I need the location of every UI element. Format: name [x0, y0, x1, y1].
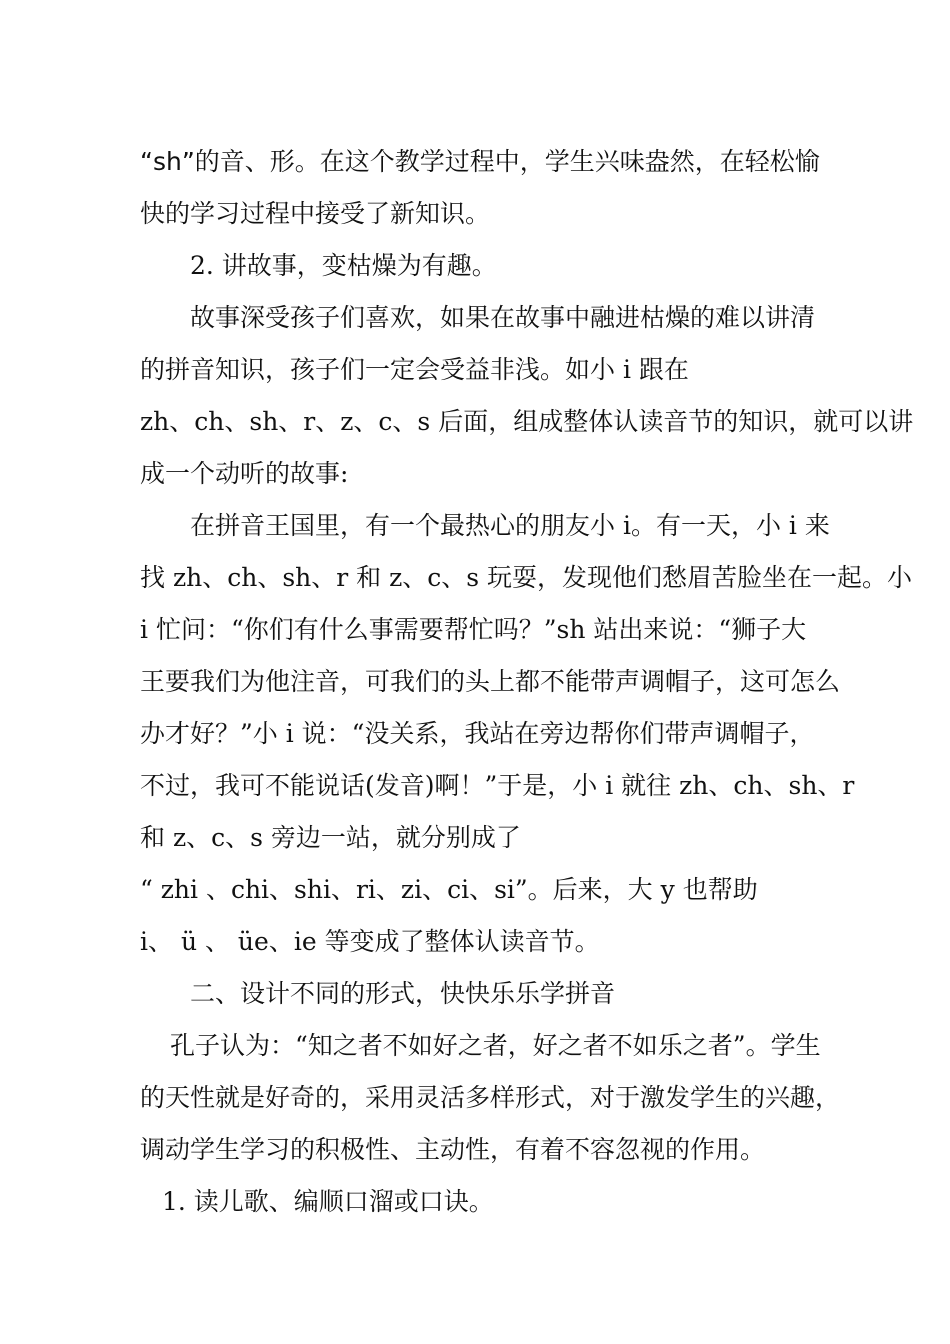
- text-line: 孔子认为：“知之者不如好之者，好之者不如乐之者”。学生: [170, 1031, 821, 1060]
- section-heading: 二、设计不同的形式，快快乐乐学拼音: [190, 979, 616, 1008]
- text-line: i 忙问：“你们有什么事需要帮忙吗？”sh 站出来说：“狮子大: [140, 615, 807, 644]
- text-line: 找 zh、ch、sh、r 和 z、c、s 玩耍，发现他们愁眉苦脸坐在一起。小: [140, 563, 913, 592]
- text-line: 在拼音王国里，有一个最热心的朋友小 i。有一天，小 i 来: [190, 511, 830, 540]
- text-line: “sh”的音、形。在这个教学过程中，学生兴味盎然，在轻松愉: [140, 147, 820, 176]
- text-line: i、 ü 、 üe、ie 等变成了整体认读音节。: [140, 927, 600, 956]
- text-line: 和 z、c、s 旁边一站，就分别成了: [140, 823, 521, 852]
- text-line: 故事深受孩子们喜欢，如果在故事中融进枯燥的难以讲清: [190, 303, 816, 332]
- text-line: 的天性就是好奇的，采用灵活多样形式，对于激发学生的兴趣，: [140, 1083, 841, 1112]
- text-line: 调动学生学习的积极性、主动性，有着不容忽视的作用。: [140, 1135, 766, 1164]
- text-line: 快的学习过程中接受了新知识。: [140, 199, 491, 228]
- text-line: zh、ch、sh、r、z、c、s 后面，组成整体认读音节的知识，就可以讲: [140, 407, 914, 436]
- text-line: 王要我们为他注音，可我们的头上都不能带声调帽子，这可怎么: [140, 667, 841, 696]
- section-heading: 2. 讲故事，变枯燥为有趣。: [190, 251, 497, 280]
- text-line: 成一个动听的故事:: [140, 459, 349, 488]
- text-line: 不过，我可不能说话(发音)啊！”于是，小 i 就往 zh、ch、sh、r: [140, 771, 855, 800]
- text-line: “ zhi 、chi、shi、ri、zi、ci、si”。后来，大 y 也帮助: [140, 875, 758, 904]
- text-line: 办才好？”小 i 说：“没关系，我站在旁边帮你们带声调帽子，: [140, 719, 815, 748]
- text-line: 的拼音知识，孩子们一定会受益非浅。如小 i 跟在: [140, 355, 689, 384]
- section-heading: 1. 读儿歌、编顺口溜或口诀。: [162, 1187, 494, 1216]
